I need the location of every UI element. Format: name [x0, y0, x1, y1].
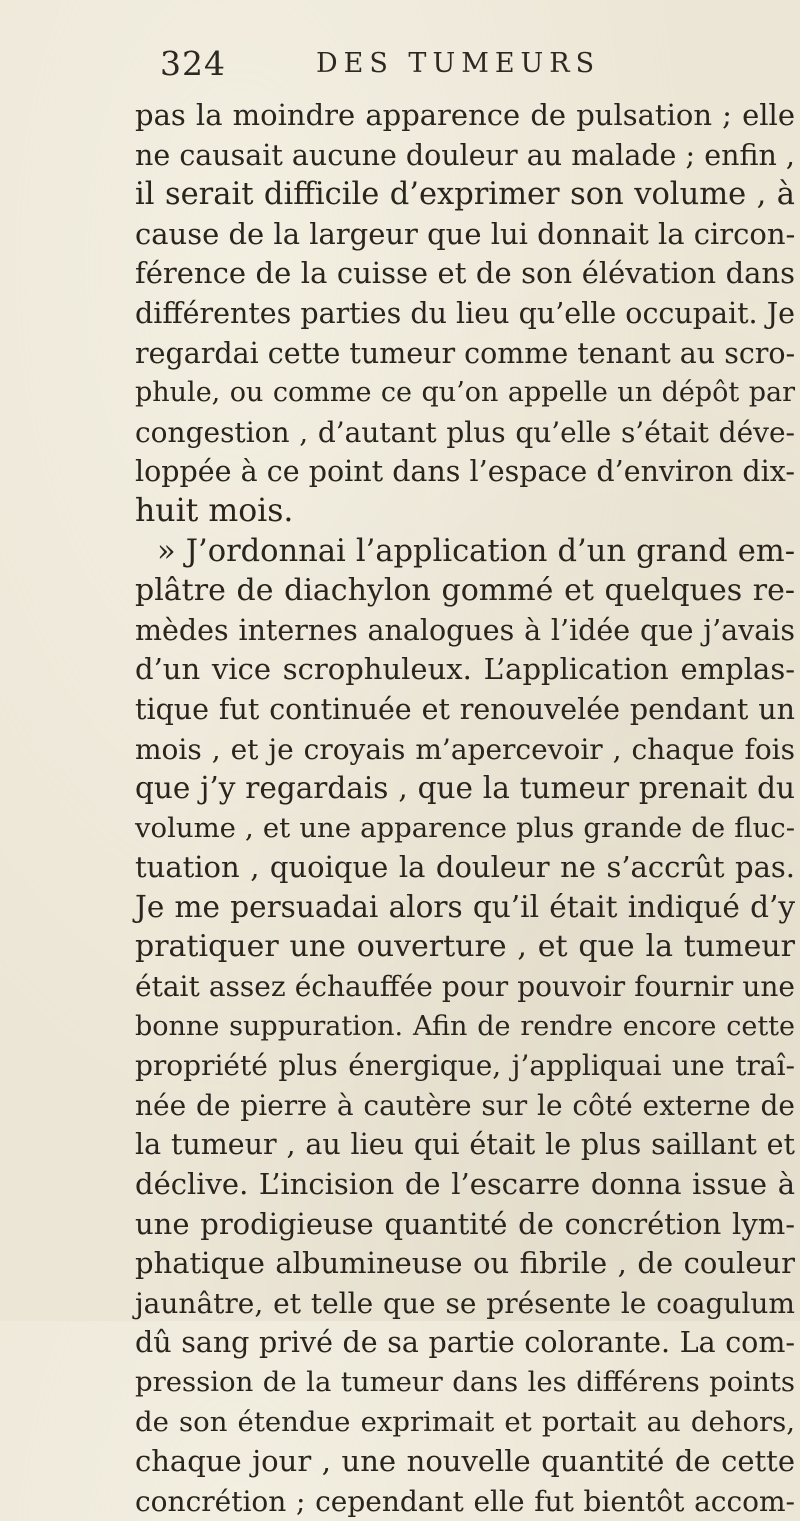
text-line: concrétion ; cependant elle fut bientôt accom- [135, 1484, 795, 1518]
text-line: » J’ordonnai l’application d’un grand em- [157, 533, 795, 569]
text-line: était assez échauffée pour pouvoir fournir une [135, 970, 795, 1004]
text-line: loppée à ce point dans l’espace d’environ dix- [135, 455, 795, 489]
text-line: phatique albumineuse ou fibrile , de couleur [135, 1246, 795, 1281]
text-line: bonne suppuration. Afin de rendre encore cette [135, 1010, 795, 1042]
text-line: chaque jour , une nouvelle quantité de cette [135, 1444, 795, 1479]
text-line: regardai cette tumeur comme tenant au scro- [135, 336, 796, 370]
running-head [160, 44, 760, 88]
text-line: huit mois. [135, 492, 294, 529]
text-line: d’un vice scrophuleux. L’application emplas- [135, 652, 795, 687]
text-line: volume , et une apparence plus grande de fluc- [135, 811, 795, 844]
text-line: de son étendue exprimait et portait au dehors, [135, 1405, 795, 1438]
text-line: pratiquer une ouverture , et que la tumeur [135, 929, 795, 965]
text-line: propriété plus énergique, j’appliquai une traî- [135, 1049, 795, 1083]
text-line: congestion , d’autant plus qu’elle s’était déve- [135, 415, 795, 449]
text-line: différentes parties du lieu qu’elle occupait. Je [135, 296, 795, 330]
text-line: dû sang privé de sa partie colorante. La com- [135, 1326, 795, 1360]
text-line: pression de la tumeur dans les différens points [135, 1366, 795, 1398]
text-line: mois , et je croyais m’apercevoir , chaque fois [135, 732, 795, 766]
text-line: déclive. L’incision de l’escarre donna issue à [135, 1167, 795, 1202]
text-line: née de pierre à cautère sur le côté externe de [135, 1088, 795, 1122]
text-line: la tumeur , au lieu qui était le plus saillant et [135, 1128, 795, 1162]
text-line: mèdes internes analogues à l’idée que j’avais [135, 613, 795, 647]
running-title: DES TUMEURS [316, 48, 601, 79]
text-line: une prodigieuse quantité de concrétion lym- [135, 1206, 795, 1241]
text-line: tique fut continuée et renouvelée pendant un [135, 692, 795, 726]
page-number: 324 [160, 44, 226, 83]
text-line: que j’y regardais , que la tumeur prenait du [135, 771, 795, 806]
body-text [135, 96, 795, 1521]
text-line: cause de la largeur que lui donnait la circon- [135, 216, 796, 251]
text-line: phule, ou comme ce qu’on appelle un dépôt par [135, 377, 795, 409]
text-line: pas la moindre apparence de pulsation ; elle [135, 98, 795, 132]
text-line: jaunâtre, et telle que se présente le coagulum [135, 1286, 795, 1320]
text-line: plâtre de diachylon gommé et quelques re- [135, 573, 795, 609]
text-line: il serait difficile d’exprimer son volume , à [135, 177, 795, 213]
text-line: tuation , quoique la douleur ne s’accrût pas. [135, 850, 795, 885]
text-line: Je me persuadai alors qu’il était indiqué d’y [135, 889, 795, 924]
text-line: férence de la cuisse et de son élévation dans [135, 256, 795, 291]
text-line: ne causait aucune douleur au malade ; enfin , [135, 138, 795, 172]
